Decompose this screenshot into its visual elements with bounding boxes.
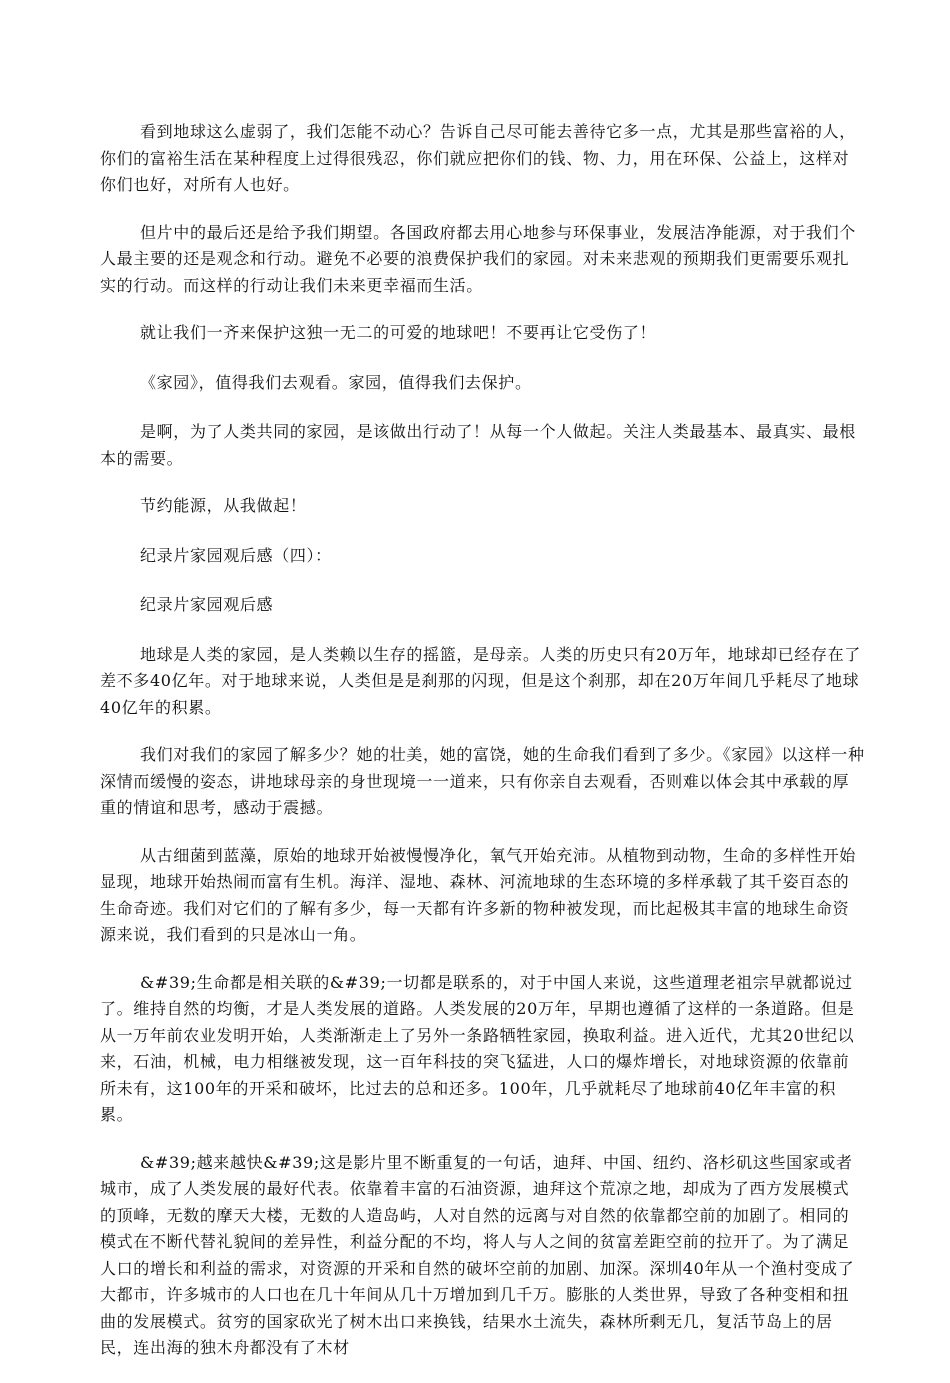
paragraph: &#39;生命都是相关联的&#39;一切都是联系的，对于中国人来说，这些道理老祖宗早就都说过了。维持自然的均衡，才是人类发展的道路。人类发展的20万年，早期也遵循了这样的一条道路。但是从一万年前农业发明开始，人类渐渐走上了另外一条路牺牲家园，换取利益。进入近代，尤其20世纪以来，石油，机械，电力相继被发现，这一百年科技的突飞猛进，人口的爆炸增长，对地球资源的依靠前所未有，这100年的开采和破坏，比过去的总和还多。100年，几乎就耗尽了地球前40亿年丰富的积累。 bbox=[100, 972, 855, 1124]
paragraph: 节约能源，从我做起！ bbox=[140, 496, 307, 515]
paragraph: &#39;越来越快&#39;这是影片里不断重复的一句话，迪拜、中国、纽约、洛杉矶这些国家或者城市，成了人类发展的最好代表。依靠着丰富的石油资源，迪拜这个荒凉之地，却成为了西方发展模式的顶峰，无数的摩天大楼，无数的人造岛屿，人对自然的远离与对自然的依靠都空前的加剧了。相同的模式在不断代替礼貌间的差异性，利益分配的不均，将人与人之间的贫富差距空前的拉开了。为了满足人口的增长和利益的需求，对资源的开采和自然的破坏空前的加剧、加深。深圳40年从一个渔村变成了大都市，许多城市的人口也在几十年间从几十万增加到几千万。膨胀的人类世界，导致了各种变相和扭曲的发展模式。贫穷的国家砍光了树木出口来换钱，结果水土流失，森林所剩无几，复活节岛上的居民，连出海的独木舟都没有了木材 bbox=[100, 1152, 855, 1357]
paragraph: 地球是人类的家园，是人类赖以生存的摇篮，是母亲。人类的历史只有20万年，地球却已经存在了差不多40亿年。对于地球来说，人类但是是刹那的闪现，但是这个刹那，却在20万年间几乎耗尽了地球40亿年的积累。 bbox=[100, 644, 861, 717]
paragraph: 但片中的最后还是给予我们期望。各国政府都去用心地参与环保事业，发展洁净能源，对于我们个人最主要的还是观念和行动。避免不必要的浪费保护我们的家园。对未来悲观的预期我们更需要乐观扎实的行动。而这样的行动让我们未来更幸福而生活。 bbox=[100, 222, 856, 295]
paragraph: 从古细菌到蓝藻，原始的地球开始被慢慢净化，氧气开始充沛。从植物到动物，生命的多样性开始显现，地球开始热闹而富有生机。海洋、湿地、森林、河流地球的生态环境的多样承载了其千姿百态的生命奇迹。我们对它们的了解有多少，每一天都有许多新的物种被发现，而比起极其丰富的地球生命资源来说，我们看到的只是冰山一角。 bbox=[100, 845, 856, 944]
paragraph: 就让我们一齐来保护这独一无二的可爱的地球吧！不要再让它受伤了！ bbox=[140, 323, 657, 342]
paragraph: 看到地球这么虚弱了，我们怎能不动心？告诉自己尽可能去善待它多一点，尤其是那些富裕的人，你们的富裕生活在某种程度上过得很残忍，你们就应把你们的钱、物、力，用在环保、公益上，这样对你们也好，对所有人也好。 bbox=[100, 122, 856, 194]
paragraph: 是啊，为了人类共同的家园，是该做出行动了！从每一个人做起。关注人类最基本、最真实、最根本的需要。 bbox=[100, 422, 856, 468]
paragraph: 《家园》，值得我们去观看。家园，值得我们去保护。 bbox=[140, 372, 532, 392]
document-body bbox=[100, 119, 865, 1383]
section-subheading: 纪录片家园观后感 bbox=[140, 595, 274, 614]
paragraph: 我们对我们的家园了解多少？她的壮美，她的富饶，她的生命我们看到了多少。《家园》以这样一种深情而缓慢的姿态，讲地球母亲的身世现境一一道来，只有你亲自去观看，否则难以体会其中承载的厚重的情谊和思考，感动于震撼。 bbox=[100, 745, 865, 817]
section-heading: 纪录片家园观后感（四）： bbox=[140, 545, 332, 565]
